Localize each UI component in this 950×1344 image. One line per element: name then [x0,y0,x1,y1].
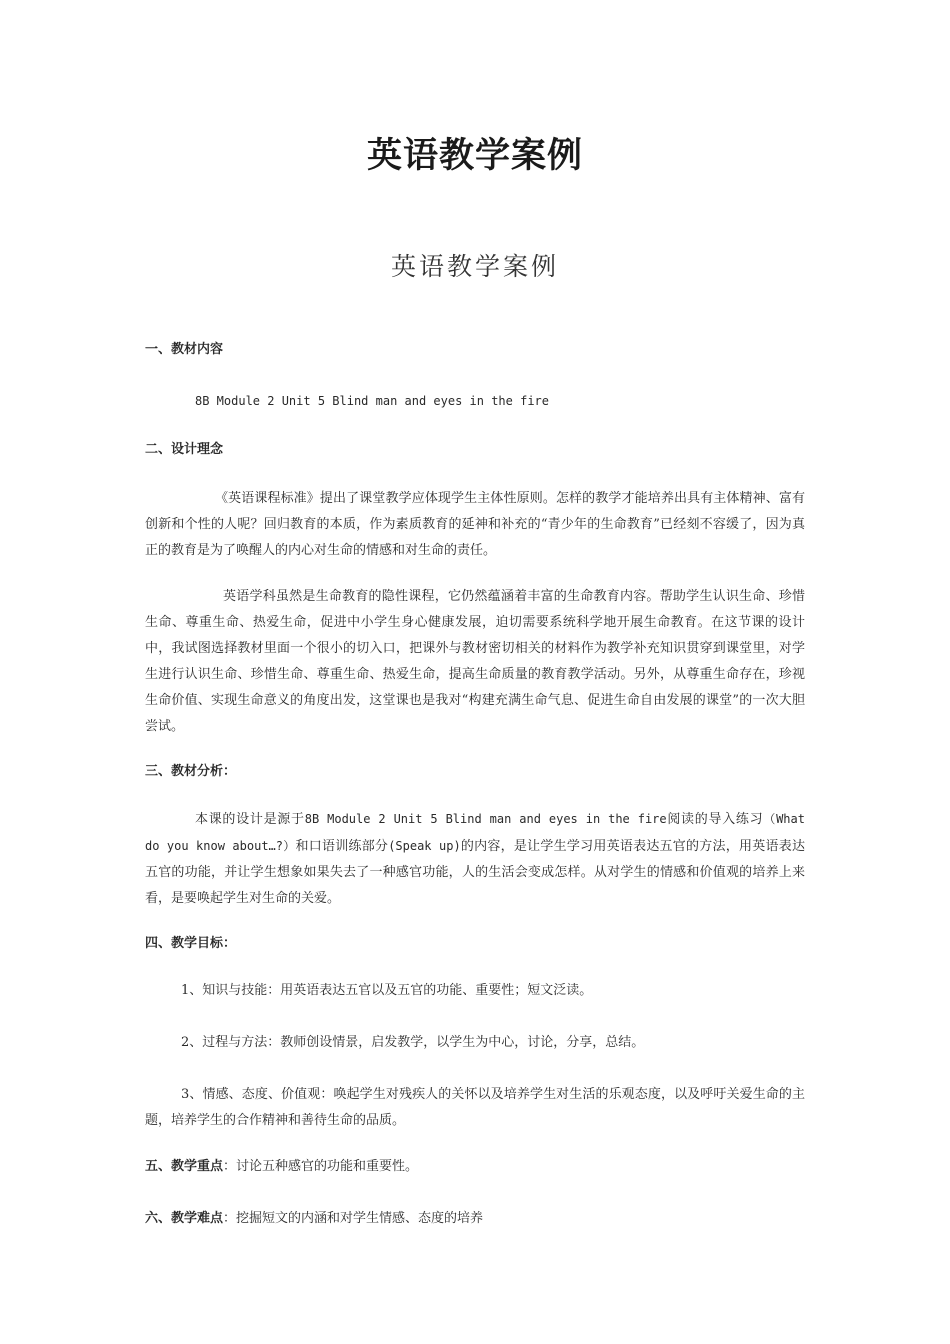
difficulties-line [145,1206,805,1232]
analysis-speakup-ref: (Speak up) [388,839,461,853]
section-heading-materials: 一、教材内容 [145,342,224,357]
analysis-text-b: 阅读的导入练习 [666,812,764,827]
section-heading-goals: 四、教学目标： [145,936,237,951]
goal-item-3: 3、情感、态度、价值观：唤起学生对残疾人的关怀以及培养学生对生活的乐观态度，以及呼吁关爱生命的主题，培养学生的合作精神和善待生命的品质。 [145,1087,805,1128]
section-heading-design: 二、设计理念 [145,442,224,457]
difficulties-label: 六、教学难点 [145,1211,224,1226]
goal-item-2: 2、过程与方法：教师创设情景，启发教学，以学生为中心，讨论，分享，总结。 [181,1035,645,1050]
analysis-unit-ref: 8B Module 2 Unit 5 Blind man and eyes in the fire [304,812,667,826]
analysis-text-c: 和口语训练部分 [295,839,389,854]
design-paragraph-1: 《英语课程标准》提出了课堂教学应体现学生主体性原则。怎样的教学才能培养出具有主体精神、富有创新和个性的人呢？回归教育的本质，作为素质教育的延神和补充的“青少年的生命教育”已经刻不容缓了，因为真正的教育是为了唤醒人的内心对生命的情感和对生命的责任。 [145,491,805,558]
materials-content: 8B Module 2 Unit 5 Blind man and eyes in the fire [195,394,550,408]
document-title: 英语教学案例 [366,135,583,176]
key-points-line [145,1154,805,1180]
document-body [145,340,805,1232]
analysis-text-a: 本课的设计是源于 [195,812,305,827]
key-points-label: 五、教学重点 [145,1159,224,1174]
analysis-paragraph [145,806,805,912]
key-points-text: ：讨论五种感官的功能和重要性。 [223,1159,419,1174]
section-heading-analysis: 三、教材分析： [145,764,237,779]
document-subtitle: 英语教学案例 [390,252,559,281]
difficulties-text: ：挖掘短文的内涵和对学生情感、态度的培养 [223,1211,484,1226]
goal-item-1: 1、知识与技能：用英语表达五官以及五官的功能、重要性；短文泛读。 [181,983,593,998]
analysis-text-d: 的内容，是让学生学习用英语表达五官的方法，用英语表达五官的功能，并让学生想象如果失去了一种感官功能，人的生活会变成怎样。从对学生的情感和价值观的培养上来看，是要唤起学生对生命的关爱。 [145,839,805,906]
design-paragraph-2: 英语学科虽然是生命教育的隐性课程，它仍然蕴涵着丰富的生命教育内容。帮助学生认识生命、珍惜生命、尊重生命、热爱生命，促进中小学生身心健康发展，迫切需要系统科学地开展生命教育。在这节课的设计中，我试图选择教材里面一个很小的切入口，把课外与教材密切相关的材料作为教学补充知识贯穿到课堂里，对学生进行认识生命、珍惜生命、尊重生命、热爱生命，提高生命质量的教育教学活动。另外，从尊重生命存在，珍视生命价值、实现生命意义的角度出发，这堂课也是我对“构建充满生命气息、促进生命自由发展的课堂”的一次大胆尝试。 [145,589,805,734]
analysis-question-ref: （What do you know about…?） [145,812,805,853]
